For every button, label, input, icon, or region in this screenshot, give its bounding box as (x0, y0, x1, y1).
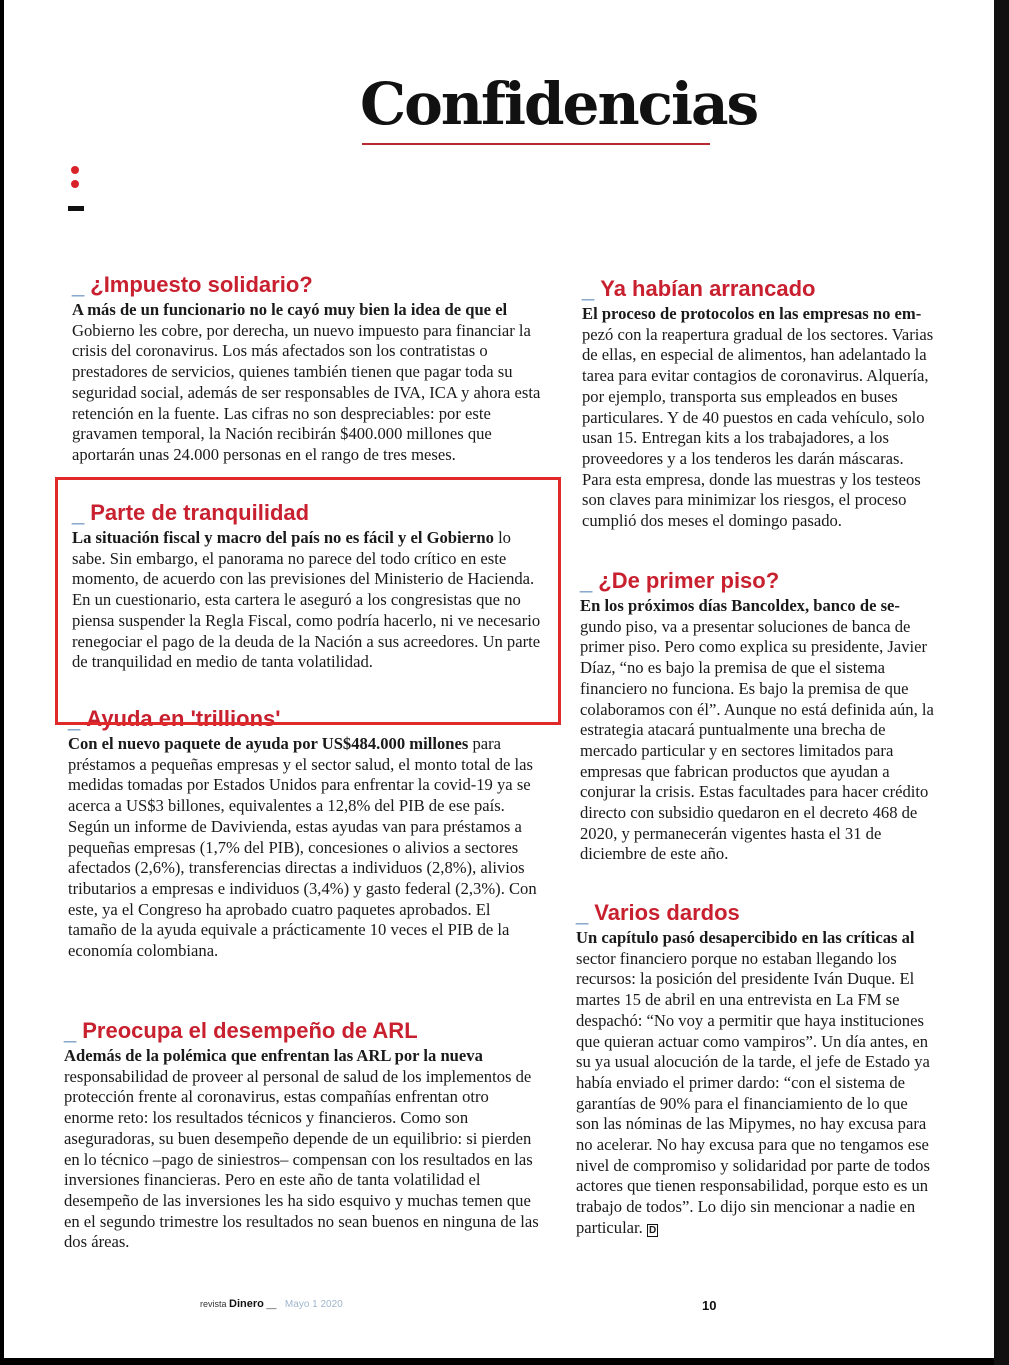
article-body: El proceso de protocolos en las empresas no em- pezó con la reapertura gradual de los sectores. Varias de ellas, en especial de alimentos, han adelantado la tarea para evitar contagios de coronavirus. Alquería, por ejemplo, transporta sus empleados en buses particulares. Y de 40 puestos en cada vehículo, solo usan 15. Entregan kits a los trabajadores, a los proveedores y a los tenderos les darán máscaras. Para esta empresa, donde las muestras y los testeos son claves para minimizar los riesgos, el proceso cumplió dos meses el domingo pasado. (582, 304, 934, 531)
end-of-article-mark: D (648, 1224, 657, 1236)
heading-bar-icon: _ (576, 900, 589, 925)
article-heading: _ Ya habían arrancado (582, 276, 816, 301)
heading-bar-icon: _ (580, 568, 593, 593)
article-varios-dardos (576, 900, 932, 1242)
article-body: La situación fiscal y macro del país no es fácil y el Gobierno lo sabe. Sin embargo, el panorama no parece del todo crítico en este momento, de acuerdo con las previsiones del Ministerio de Hacienda. En un cuestionario, esta cartera le aseguró a los congresistas que no piensa suspender la Regla Fiscal, como podría hacerlo, ni ve necesario renegociar el pago de la deuda de la Nación a sus acreedores. Un parte de tranquilidad en medio de tanta volatilidad. (72, 528, 541, 672)
heading-bar-icon: _ (72, 500, 85, 525)
section-dash-icon (68, 206, 84, 211)
footer-masthead: revista Dinero __ Mayo 1 2020 (200, 1298, 343, 1310)
heading-bar-icon: _ (64, 1018, 77, 1043)
red-dot-icon (71, 180, 79, 188)
heading-bar-icon: _ (72, 272, 85, 297)
red-dot-icon (71, 166, 79, 174)
page-title: Confidencias (360, 70, 758, 138)
article-heading: _ ¿Impuesto solidario? (72, 272, 313, 297)
article-impuesto-solidario (72, 272, 546, 507)
heading-bar-icon: _ (68, 706, 81, 731)
article-heading: _ Varios dardos (576, 900, 740, 925)
article-body: En los próximos días Bancoldex, banco de se- gundo piso, va a presentar soluciones de banca de primer piso. Pero como explica su presidente, Javier Díaz, “no es bajo la premisa de que el sistema financiero no funciona. Es bajo la premisa de que colaboramos con él”. Aunque no está definida aún, la estrategia atacará puntualmente una brecha de mercado particular y en sectores limitados para empresas que fabrican productos que ayudan a conjurar la crisis. Estas facultades para hacer crédito directo con subsidio quedaron en el decreto 468 de 2020, y permanecerán vigentes hasta el 31 de diciembre de este año. (580, 596, 934, 864)
magazine-name: Dinero (229, 1298, 264, 1310)
article-de-primer-piso (580, 568, 934, 865)
article-heading: _ ¿De primer piso? (580, 568, 780, 593)
issue-date: Mayo 1 2020 (284, 1299, 343, 1310)
heading-bar-icon: _ (582, 276, 595, 301)
article-heading: _ Parte de tranquilidad (72, 500, 310, 525)
article-body: Un capítulo pasó desapercibido en las críticas al sector financiero porque no estaban llegando los recursos: la posición del presidente Iván Duque. El martes 15 de abril en una entrevista en La FM se despachó: “No voy a permitir que haya instituciones que quieran actuar como vampiros”. Un día antes, en su ya usual alocución de la tarde, el jefe de Estado ya había enviado el primer dardo: “con el sistema de garantías de 90% para el financiamiento de lo que son las nóminas de las Mipymes, no hay excusa para no acelerar. No hay excusa para que no tengamos ese nivel de compromiso y solidaridad por parte de todos actores que tienen responsabilidad, porque esto es un trabajo de todos”. Lo dijo sin mencionar a nadie en particular. D (576, 928, 930, 1237)
article-body: Con el nuevo paquete de ayuda por US$484.000 millones para préstamos a pequeñas empresas y el sector salud, el monto total de las medidas tomadas por Estados Unidos para enfrentar la covid-19 ya se acerca a US$3 billones, equivalentes a 12,8% del PIB de ese país. Según un informe de Davivienda, estas ayudas van para préstamos a pequeñas empresas (1,7% del PIB), concesiones o alivios a sectores afectados (2,6%), transferencias directas a individuos (2,8%), alivios tributarios a empresas e individuos (3,4%) y gasto federal (2,3%). Con este, ya el Congreso ha aprobado cuatro paquetes aprobados. El tamaño de la ayuda equivale a prácticamente 10 veces el PIB de la economía colombiana. (68, 734, 537, 961)
magazine-page (4, 0, 994, 1358)
title-underline (362, 143, 710, 145)
article-heading: _ Ayuda en 'trillions' (68, 706, 281, 731)
page-number: 10 (702, 1298, 717, 1313)
article-ayuda-en-trillions (68, 706, 542, 962)
highlight-box (55, 477, 561, 725)
scan-edge (994, 0, 1009, 1365)
article-heading: _ Preocupa el desempeño de ARL (64, 1018, 418, 1043)
article-body: A más de un funcionario no le cayó muy bien la idea de que el Gobierno les cobre, por derecha, un nuevo impuesto para financiar la crisis del coronavirus. Los más afectados son los contratistas o prestadores de servicios, quienes también tienen que pagar toda su seguridad social, además de ser responsables de IVA, ICA y ahora esta retención en la fuente. Las cifras no son despreciables: por este gravamen temporal, la Nación recibirán $400.000 millones que aportarán unas 24.000 personas en el rango de tres meses. (72, 300, 541, 464)
article-body: Además de la polémica que enfrentan las ARL por la nueva responsabilidad de proveer al personal de salud de los implementos de protección frente al coronavirus, estas compañías enfrentan otro enorme reto: los resultados técnicos y financieros. Como son aseguradoras, su buen desempeño depende de un equilibrio: si pierden en lo técnico –pago de siniestros– compensan con los resultados en las inversiones financieras. Pero en este año de tanta volatilidad el desempeño de las inversiones les ha sido esquivo y muchas temen que en el segundo trimestre los resultados no sean buenos en ninguna de las dos áreas. (64, 1046, 539, 1252)
article-preocupa-desempeno-arl (64, 1018, 540, 1253)
article-ya-habian-arrancado (582, 276, 934, 532)
